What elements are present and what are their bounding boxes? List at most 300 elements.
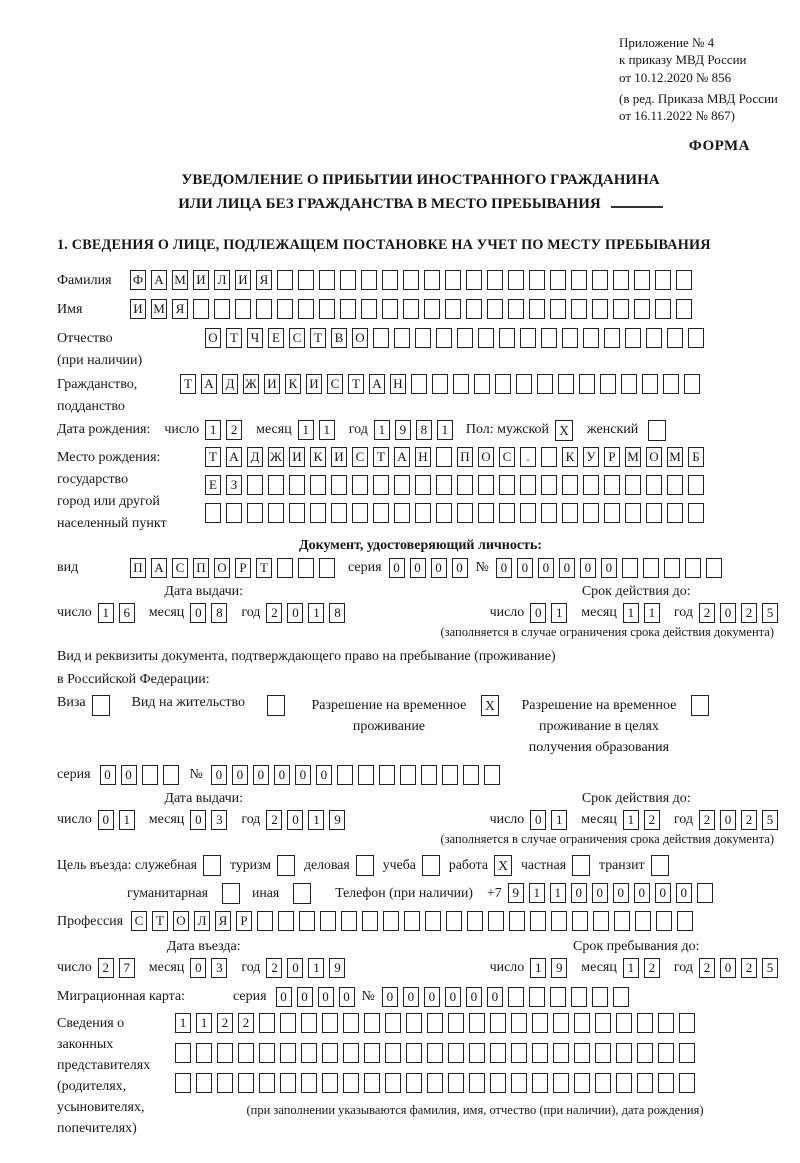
char-cell[interactable] [217, 1073, 233, 1093]
char-cell[interactable]: С [352, 447, 368, 467]
purpose-study-checkbox[interactable] [422, 855, 440, 876]
char-cell[interactable] [394, 503, 410, 523]
sex-male-checkbox[interactable]: X [555, 420, 573, 441]
char-cell[interactable]: 2 [741, 603, 757, 623]
char-cell[interactable]: 9 [329, 810, 345, 830]
char-cell[interactable] [593, 911, 609, 931]
char-cell[interactable]: М [667, 447, 683, 467]
char-cell[interactable] [142, 765, 158, 785]
char-cell[interactable] [508, 299, 524, 319]
char-cell[interactable]: 0 [720, 810, 736, 830]
char-cell[interactable] [310, 503, 326, 523]
char-cell[interactable]: 0 [530, 810, 546, 830]
char-cell[interactable] [625, 328, 641, 348]
char-cell[interactable] [571, 270, 587, 290]
char-cell[interactable]: 8 [416, 420, 432, 440]
char-cell[interactable] [343, 1043, 359, 1063]
char-cell[interactable] [277, 299, 293, 319]
char-cell[interactable] [487, 299, 503, 319]
char-cell[interactable]: 0 [410, 558, 426, 578]
char-cell[interactable]: О [646, 447, 662, 467]
char-cell[interactable] [319, 558, 335, 578]
char-cell[interactable] [622, 558, 638, 578]
char-cell[interactable] [331, 503, 347, 523]
char-cell[interactable] [217, 1043, 233, 1063]
char-cell[interactable]: 0 [190, 810, 206, 830]
char-cell[interactable] [520, 475, 536, 495]
char-cell[interactable] [383, 911, 399, 931]
char-cell[interactable] [436, 328, 452, 348]
char-cell[interactable] [319, 270, 335, 290]
char-cell[interactable] [424, 299, 440, 319]
char-cell[interactable] [490, 1013, 506, 1033]
char-cell[interactable] [432, 374, 448, 394]
char-cell[interactable] [541, 447, 557, 467]
char-cell[interactable] [425, 911, 441, 931]
char-cell[interactable] [298, 270, 314, 290]
char-cell[interactable] [341, 911, 357, 931]
char-cell[interactable] [656, 911, 672, 931]
char-cell[interactable] [403, 270, 419, 290]
char-cell[interactable] [226, 503, 242, 523]
char-cell[interactable]: 0 [530, 603, 546, 623]
char-cell[interactable] [411, 374, 427, 394]
char-cell[interactable] [664, 558, 680, 578]
char-cell[interactable] [571, 299, 587, 319]
char-cell[interactable] [646, 503, 662, 523]
char-cell[interactable] [436, 503, 452, 523]
char-cell[interactable]: К [310, 447, 326, 467]
char-cell[interactable]: 0 [121, 765, 137, 785]
char-cell[interactable]: И [289, 447, 305, 467]
char-cell[interactable]: Я [172, 299, 188, 319]
char-cell[interactable]: 0 [634, 883, 650, 903]
purpose-other-checkbox[interactable] [293, 883, 311, 904]
char-cell[interactable] [448, 1073, 464, 1093]
char-cell[interactable] [280, 1073, 296, 1093]
visa-checkbox[interactable] [92, 695, 110, 716]
char-cell[interactable]: 0 [487, 987, 503, 1007]
char-cell[interactable] [679, 1073, 695, 1093]
char-cell[interactable] [490, 1043, 506, 1063]
char-cell[interactable] [445, 299, 461, 319]
char-cell[interactable] [592, 987, 608, 1007]
char-cell[interactable] [499, 475, 515, 495]
char-cell[interactable] [574, 1013, 590, 1033]
char-cell[interactable]: 0 [339, 987, 355, 1007]
char-cell[interactable] [625, 503, 641, 523]
char-cell[interactable] [604, 503, 620, 523]
char-cell[interactable] [424, 270, 440, 290]
char-cell[interactable]: С [499, 447, 515, 467]
char-cell[interactable] [457, 328, 473, 348]
char-cell[interactable]: Т [152, 911, 168, 931]
char-cell[interactable]: 8 [211, 603, 227, 623]
char-cell[interactable] [320, 911, 336, 931]
char-cell[interactable]: 0 [253, 765, 269, 785]
char-cell[interactable] [277, 558, 293, 578]
char-cell[interactable]: 1 [551, 810, 567, 830]
char-cell[interactable]: Л [194, 911, 210, 931]
char-cell[interactable]: 0 [496, 558, 512, 578]
char-cell[interactable] [448, 1013, 464, 1033]
char-cell[interactable] [616, 1013, 632, 1033]
char-cell[interactable] [613, 299, 629, 319]
char-cell[interactable] [495, 374, 511, 394]
char-cell[interactable] [562, 475, 578, 495]
char-cell[interactable]: Т [310, 328, 326, 348]
char-cell[interactable]: 2 [699, 810, 715, 830]
char-cell[interactable] [550, 270, 566, 290]
char-cell[interactable]: А [369, 374, 385, 394]
char-cell[interactable]: 0 [452, 558, 468, 578]
char-cell[interactable] [301, 1073, 317, 1093]
char-cell[interactable] [466, 299, 482, 319]
sex-female-checkbox[interactable] [648, 420, 666, 441]
char-cell[interactable] [469, 1073, 485, 1093]
char-cell[interactable] [280, 1013, 296, 1033]
char-cell[interactable] [511, 1013, 527, 1033]
char-cell[interactable]: 0 [445, 987, 461, 1007]
char-cell[interactable] [362, 911, 378, 931]
char-cell[interactable] [382, 270, 398, 290]
char-cell[interactable]: 2 [226, 420, 242, 440]
char-cell[interactable] [679, 1013, 695, 1033]
char-cell[interactable]: 1 [550, 883, 566, 903]
char-cell[interactable]: А [201, 374, 217, 394]
char-cell[interactable]: 0 [297, 987, 313, 1007]
char-cell[interactable]: 0 [466, 987, 482, 1007]
char-cell[interactable] [558, 374, 574, 394]
char-cell[interactable] [499, 328, 515, 348]
char-cell[interactable] [298, 299, 314, 319]
char-cell[interactable] [235, 299, 251, 319]
char-cell[interactable] [592, 299, 608, 319]
char-cell[interactable]: У [583, 447, 599, 467]
char-cell[interactable] [340, 270, 356, 290]
char-cell[interactable] [530, 911, 546, 931]
char-cell[interactable] [373, 328, 389, 348]
char-cell[interactable]: И [130, 299, 146, 319]
char-cell[interactable] [289, 503, 305, 523]
char-cell[interactable] [379, 765, 395, 785]
char-cell[interactable] [343, 1013, 359, 1033]
char-cell[interactable] [592, 270, 608, 290]
char-cell[interactable] [574, 1073, 590, 1093]
char-cell[interactable]: 0 [538, 558, 554, 578]
char-cell[interactable]: 0 [571, 883, 587, 903]
char-cell[interactable]: 0 [720, 603, 736, 623]
char-cell[interactable] [579, 374, 595, 394]
char-cell[interactable] [175, 1073, 191, 1093]
char-cell[interactable] [385, 1073, 401, 1093]
char-cell[interactable]: 1 [437, 420, 453, 440]
char-cell[interactable] [448, 1043, 464, 1063]
char-cell[interactable] [663, 374, 679, 394]
char-cell[interactable] [604, 475, 620, 495]
char-cell[interactable]: Н [390, 374, 406, 394]
char-cell[interactable]: 0 [190, 958, 206, 978]
char-cell[interactable] [621, 374, 637, 394]
char-cell[interactable] [247, 503, 263, 523]
char-cell[interactable]: 1 [551, 603, 567, 623]
char-cell[interactable]: М [625, 447, 641, 467]
char-cell[interactable]: 2 [266, 603, 282, 623]
char-cell[interactable] [259, 1013, 275, 1033]
char-cell[interactable]: 0 [316, 765, 332, 785]
char-cell[interactable] [484, 765, 500, 785]
purpose-private-checkbox[interactable] [572, 855, 590, 876]
char-cell[interactable]: А [226, 447, 242, 467]
char-cell[interactable]: 1 [98, 603, 114, 623]
char-cell[interactable]: 0 [211, 765, 227, 785]
char-cell[interactable] [562, 328, 578, 348]
char-cell[interactable] [193, 299, 209, 319]
char-cell[interactable] [278, 911, 294, 931]
char-cell[interactable]: 7 [119, 958, 135, 978]
char-cell[interactable]: 0 [232, 765, 248, 785]
char-cell[interactable] [364, 1013, 380, 1033]
char-cell[interactable]: Р [236, 911, 252, 931]
char-cell[interactable] [478, 328, 494, 348]
char-cell[interactable] [415, 503, 431, 523]
char-cell[interactable]: 3 [211, 810, 227, 830]
char-cell[interactable] [688, 328, 704, 348]
char-cell[interactable]: 9 [395, 420, 411, 440]
char-cell[interactable] [385, 1013, 401, 1033]
char-cell[interactable] [205, 503, 221, 523]
char-cell[interactable]: 0 [295, 765, 311, 785]
char-cell[interactable] [301, 1043, 317, 1063]
char-cell[interactable]: 0 [190, 603, 206, 623]
char-cell[interactable] [571, 987, 587, 1007]
char-cell[interactable] [298, 558, 314, 578]
char-cell[interactable]: 0 [720, 958, 736, 978]
char-cell[interactable] [511, 1073, 527, 1093]
char-cell[interactable]: А [394, 447, 410, 467]
char-cell[interactable] [214, 299, 230, 319]
char-cell[interactable] [247, 475, 263, 495]
char-cell[interactable] [436, 447, 452, 467]
char-cell[interactable] [340, 299, 356, 319]
char-cell[interactable]: 1 [205, 420, 221, 440]
char-cell[interactable]: 0 [274, 765, 290, 785]
char-cell[interactable]: 0 [424, 987, 440, 1007]
char-cell[interactable] [520, 328, 536, 348]
char-cell[interactable]: 1 [374, 420, 390, 440]
purpose-humanitarian-checkbox[interactable] [222, 883, 240, 904]
char-cell[interactable] [655, 270, 671, 290]
char-cell[interactable] [655, 299, 671, 319]
char-cell[interactable] [427, 1013, 443, 1033]
char-cell[interactable]: И [264, 374, 280, 394]
char-cell[interactable] [457, 503, 473, 523]
char-cell[interactable]: 2 [644, 810, 660, 830]
char-cell[interactable]: Я [256, 270, 272, 290]
char-cell[interactable]: В [331, 328, 347, 348]
temp-residence-checkbox[interactable]: X [481, 695, 499, 716]
char-cell[interactable]: 5 [762, 810, 778, 830]
char-cell[interactable] [337, 765, 353, 785]
purpose-tourism-checkbox[interactable] [277, 855, 295, 876]
char-cell[interactable] [319, 299, 335, 319]
char-cell[interactable]: Е [205, 475, 221, 495]
char-cell[interactable] [488, 911, 504, 931]
char-cell[interactable]: 1 [119, 810, 135, 830]
char-cell[interactable] [361, 299, 377, 319]
char-cell[interactable] [643, 558, 659, 578]
char-cell[interactable] [583, 328, 599, 348]
char-cell[interactable]: 1 [644, 603, 660, 623]
char-cell[interactable] [646, 475, 662, 495]
char-cell[interactable] [394, 475, 410, 495]
char-cell[interactable]: 2 [644, 958, 660, 978]
char-cell[interactable]: О [478, 447, 494, 467]
char-cell[interactable]: 5 [762, 958, 778, 978]
char-cell[interactable] [427, 1073, 443, 1093]
char-cell[interactable]: 0 [100, 765, 116, 785]
char-cell[interactable] [238, 1073, 254, 1093]
char-cell[interactable] [427, 1043, 443, 1063]
char-cell[interactable]: 2 [98, 958, 114, 978]
char-cell[interactable] [667, 475, 683, 495]
char-cell[interactable]: 8 [329, 603, 345, 623]
char-cell[interactable] [322, 1043, 338, 1063]
purpose-transit-checkbox[interactable] [651, 855, 669, 876]
char-cell[interactable] [256, 299, 272, 319]
char-cell[interactable] [646, 328, 662, 348]
char-cell[interactable] [613, 987, 629, 1007]
char-cell[interactable] [508, 987, 524, 1007]
char-cell[interactable] [553, 1013, 569, 1033]
char-cell[interactable] [604, 328, 620, 348]
char-cell[interactable] [322, 1013, 338, 1033]
char-cell[interactable] [532, 1043, 548, 1063]
char-cell[interactable] [553, 1073, 569, 1093]
char-cell[interactable]: Ч [247, 328, 263, 348]
char-cell[interactable] [277, 270, 293, 290]
char-cell[interactable]: П [130, 558, 146, 578]
char-cell[interactable]: 9 [551, 958, 567, 978]
char-cell[interactable] [445, 270, 461, 290]
char-cell[interactable]: Н [415, 447, 431, 467]
char-cell[interactable] [382, 299, 398, 319]
char-cell[interactable]: О [214, 558, 230, 578]
char-cell[interactable] [310, 475, 326, 495]
char-cell[interactable]: 0 [431, 558, 447, 578]
char-cell[interactable]: И [193, 270, 209, 290]
char-cell[interactable] [529, 987, 545, 1007]
char-cell[interactable]: 1 [623, 958, 639, 978]
char-cell[interactable] [532, 1073, 548, 1093]
char-cell[interactable] [541, 503, 557, 523]
char-cell[interactable]: 2 [238, 1013, 254, 1033]
char-cell[interactable]: М [172, 270, 188, 290]
char-cell[interactable]: Я [215, 911, 231, 931]
char-cell[interactable] [406, 1073, 422, 1093]
char-cell[interactable]: 0 [403, 987, 419, 1007]
char-cell[interactable]: 1 [175, 1013, 191, 1033]
char-cell[interactable] [634, 270, 650, 290]
char-cell[interactable] [196, 1043, 212, 1063]
char-cell[interactable]: 1 [623, 603, 639, 623]
char-cell[interactable]: 0 [389, 558, 405, 578]
char-cell[interactable]: И [306, 374, 322, 394]
char-cell[interactable] [551, 911, 567, 931]
char-cell[interactable] [572, 911, 588, 931]
char-cell[interactable]: 0 [559, 558, 575, 578]
char-cell[interactable] [352, 475, 368, 495]
char-cell[interactable] [446, 911, 462, 931]
char-cell[interactable] [163, 765, 179, 785]
char-cell[interactable] [685, 558, 701, 578]
char-cell[interactable]: О [352, 328, 368, 348]
purpose-official-checkbox[interactable] [203, 855, 221, 876]
char-cell[interactable]: А [151, 270, 167, 290]
char-cell[interactable]: Е [268, 328, 284, 348]
char-cell[interactable]: 0 [613, 883, 629, 903]
char-cell[interactable] [478, 475, 494, 495]
char-cell[interactable]: Р [604, 447, 620, 467]
char-cell[interactable] [532, 1013, 548, 1033]
char-cell[interactable] [541, 475, 557, 495]
char-cell[interactable] [684, 374, 700, 394]
char-cell[interactable] [400, 765, 416, 785]
char-cell[interactable] [373, 475, 389, 495]
char-cell[interactable]: 0 [676, 883, 692, 903]
char-cell[interactable] [343, 1073, 359, 1093]
char-cell[interactable]: 3 [211, 958, 227, 978]
char-cell[interactable] [613, 270, 629, 290]
char-cell[interactable] [257, 911, 273, 931]
char-cell[interactable] [509, 911, 525, 931]
char-cell[interactable]: 0 [98, 810, 114, 830]
char-cell[interactable]: 0 [287, 810, 303, 830]
purpose-work-checkbox[interactable]: X [494, 855, 512, 876]
char-cell[interactable]: 0 [580, 558, 596, 578]
char-cell[interactable] [469, 1013, 485, 1033]
char-cell[interactable]: 1 [623, 810, 639, 830]
char-cell[interactable]: Т [373, 447, 389, 467]
char-cell[interactable] [259, 1073, 275, 1093]
char-cell[interactable]: Т [205, 447, 221, 467]
char-cell[interactable] [637, 1073, 653, 1093]
char-cell[interactable] [697, 883, 713, 903]
char-cell[interactable] [583, 475, 599, 495]
char-cell[interactable]: К [562, 447, 578, 467]
char-cell[interactable] [595, 1073, 611, 1093]
char-cell[interactable] [574, 1043, 590, 1063]
char-cell[interactable] [595, 1013, 611, 1033]
char-cell[interactable] [516, 374, 532, 394]
char-cell[interactable] [658, 1043, 674, 1063]
purpose-business-checkbox[interactable] [356, 855, 374, 876]
char-cell[interactable] [595, 1043, 611, 1063]
char-cell[interactable] [616, 1073, 632, 1093]
char-cell[interactable]: М [151, 299, 167, 319]
char-cell[interactable] [499, 503, 515, 523]
char-cell[interactable]: 1 [298, 420, 314, 440]
char-cell[interactable]: К [285, 374, 301, 394]
char-cell[interactable]: . [520, 447, 536, 467]
char-cell[interactable]: 2 [266, 810, 282, 830]
char-cell[interactable] [677, 911, 693, 931]
char-cell[interactable] [541, 328, 557, 348]
char-cell[interactable] [616, 1043, 632, 1063]
char-cell[interactable] [667, 503, 683, 523]
char-cell[interactable]: О [173, 911, 189, 931]
char-cell[interactable]: 2 [741, 958, 757, 978]
